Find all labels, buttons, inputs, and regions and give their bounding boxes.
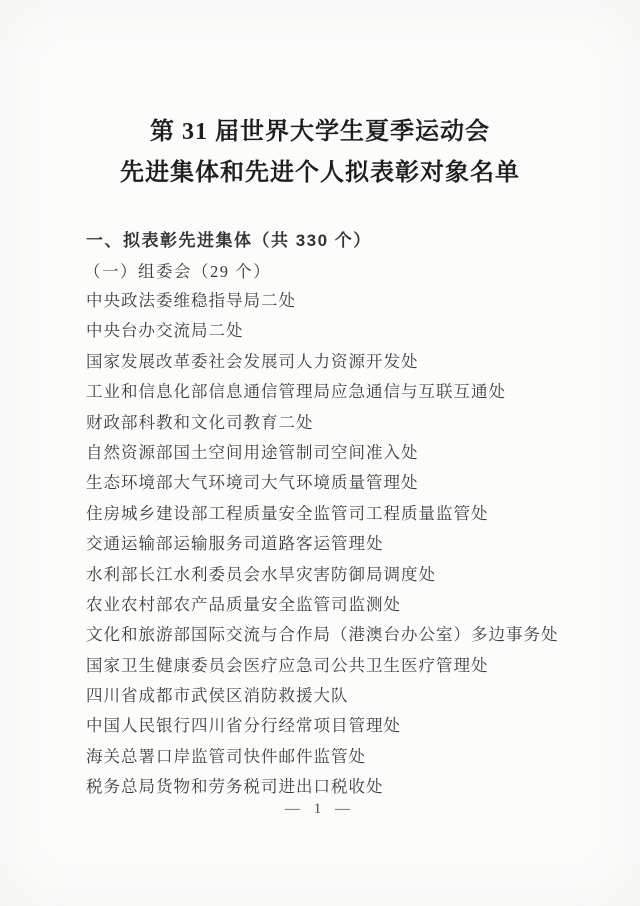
organization-list-item: 国家卫生健康委员会医疗应急司公共卫生医疗管理处: [86, 655, 489, 675]
organization-list-item: 住房城乡建设部工程质量安全监管司工程质量监管处: [86, 503, 489, 523]
organization-list-item: 中央政法委维稳指导局二处: [86, 291, 296, 310]
organization-list-item: 工业和信息化部信息通信管理局应急通信与互联互通处: [86, 382, 506, 402]
organization-list-item: 中国人民银行四川省分行经常项目管理处: [86, 716, 401, 736]
document-title-line2: 先进集体和先进个人拟表彰对象名单: [120, 160, 520, 186]
organization-list-item: 财政部科教和文化司教育二处: [86, 412, 314, 432]
subsection-heading-organizing-committee: （一）组委会（29 个）: [84, 262, 272, 281]
section-heading-advanced-collectives: 一、拟表彰先进集体（共 330 个）: [86, 231, 372, 250]
organization-list-item: 国家发展改革委社会发展司人力资源开发处: [86, 351, 419, 371]
organization-list-item: 中央台办交流局二处: [86, 321, 244, 341]
document-title: [0, 112, 640, 194]
organization-list-item: 交通运输部运输服务司道路客运管理处: [86, 534, 384, 554]
organization-list-item: 水利部长江水利委员会水旱灾害防御局调度处: [86, 564, 436, 584]
organization-list-item: 农业农村部农产品质量安全监管司监测处: [86, 594, 401, 614]
organization-list: [86, 286, 610, 803]
document-title-line1: 第 31 届世界大学生夏季运动会: [150, 119, 490, 145]
organization-list-item: 海关总署口岸监管司快件邮件监管处: [86, 746, 366, 766]
page-number: — 1 —: [285, 801, 355, 817]
organization-list-item: 文化和旅游部国际交流与合作局（港澳台办公室）多边事务处: [86, 625, 559, 645]
organization-list-item: 税务总局货物和劳务税司进出口税收处: [86, 777, 384, 797]
organization-list-item: 四川省成都市武侯区消防救援大队: [86, 686, 349, 706]
organization-list-item: 生态环境部大气环境司大气环境质量管理处: [86, 473, 419, 493]
organization-list-item: 自然资源部国土空间用途管制司空间准入处: [86, 442, 419, 462]
